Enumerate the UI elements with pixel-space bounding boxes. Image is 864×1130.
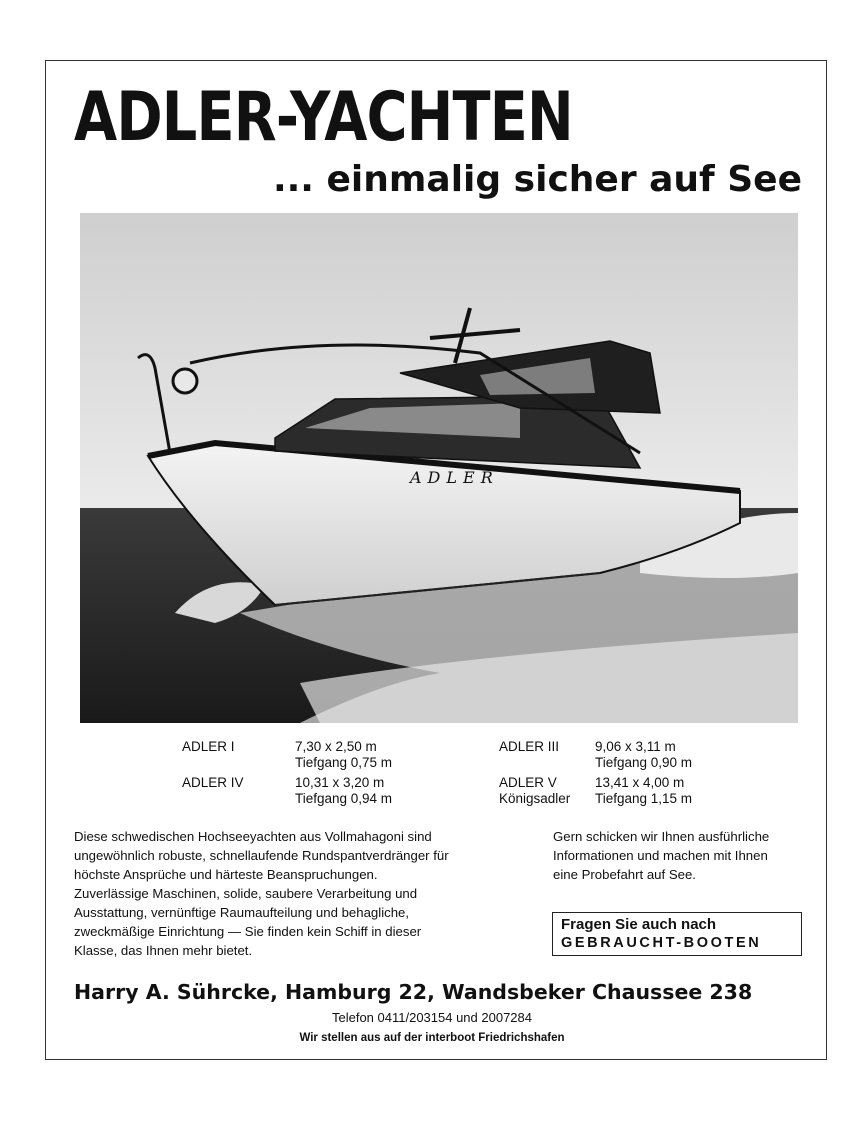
phone-numbers: Telefon 0411/203154 und 2007284	[331, 1010, 532, 1025]
body-copy	[74, 827, 514, 960]
body-line: ungewöhnlich robuste, schnellaufende Rundspantverdränger für	[74, 848, 449, 863]
body-line: Zuverlässige Maschinen, solide, saubere Verarbeitung und	[74, 886, 418, 901]
body-line: Diese schwedischen Hochseeyachten aus Vollmahagoni sind	[74, 829, 432, 844]
body-line: zweckmäßige Einrichtung — Sie finden kein Schiff in dieser	[74, 924, 422, 939]
used-boats-box	[552, 912, 802, 956]
info-line: Gern schicken wir Ihnen ausführliche	[553, 829, 770, 844]
model-draft-adler-4: Tiefgang 0,94 m	[295, 791, 393, 806]
headline: ADLER-YACHTEN	[74, 78, 573, 157]
model-name-adler-4: ADLER IV	[182, 775, 244, 790]
yacht-photo	[80, 213, 798, 723]
info-line: eine Probefahrt auf See.	[553, 867, 696, 882]
body-line: Ausstattung, vernünftige Raumaufteilung und behagliche,	[74, 905, 410, 920]
model-dims-adler-5: 13,41 x 4,00 m	[595, 775, 685, 790]
model-draft-adler-3: Tiefgang 0,90 m	[595, 755, 693, 770]
model-draft-adler-1: Tiefgang 0,75 m	[295, 755, 393, 770]
searchlight	[173, 369, 197, 393]
model-draft-adler-5: Tiefgang 1,15 m	[595, 791, 693, 806]
model-dims-adler-1: 7,30 x 2,50 m	[295, 739, 377, 754]
info-line: Informationen und machen mit Ihnen	[553, 848, 768, 863]
body-line: höchste Ansprüche und härteste Beanspruchungen.	[74, 867, 378, 882]
model-dims-adler-4: 10,31 x 3,20 m	[295, 775, 385, 790]
subheadline: ... einmalig sicher auf See	[272, 159, 802, 200]
exhibition-note: Wir stellen aus auf der interboot Friedrichshafen	[299, 1032, 565, 1044]
model-name-adler-3: ADLER III	[499, 739, 560, 754]
used-boats-line2: GEBRAUCHT-BOOTEN	[561, 935, 762, 951]
hull-name: ADLER	[410, 468, 499, 487]
dealer-address: Harry A. Sührcke, Hamburg 22, Wandsbeker Chaussee 238	[74, 980, 753, 1004]
info-copy	[553, 827, 813, 884]
model-name-adler-1: ADLER I	[182, 739, 235, 754]
model-dims-adler-3: 9,06 x 3,11 m	[595, 739, 676, 754]
used-boats-line1: Fragen Sie auch nach	[561, 916, 717, 933]
body-line: Klasse, das Ihnen mehr bietet.	[74, 943, 253, 958]
model-sub-adler-5: Königsadler	[499, 791, 571, 806]
model-name-adler-5: ADLER V	[499, 775, 557, 790]
